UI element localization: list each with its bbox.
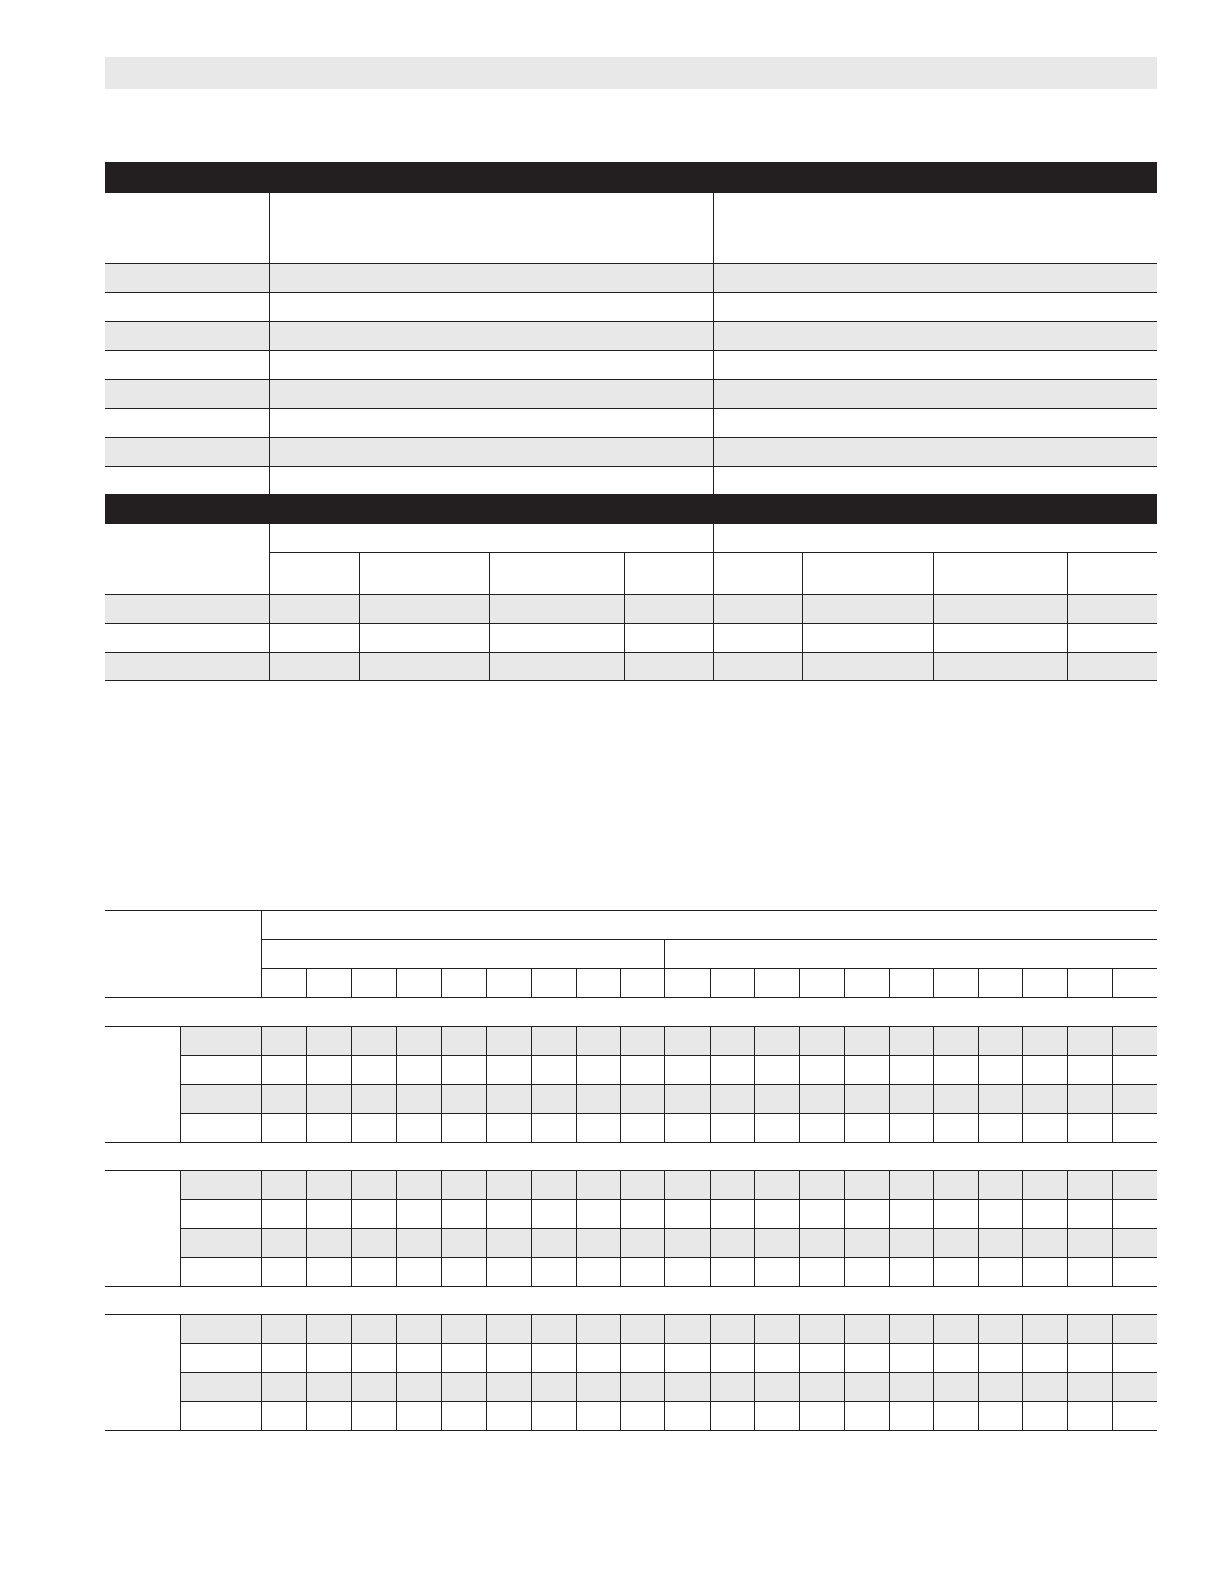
spec-row-rule [105, 263, 1157, 264]
spec-sub-inner-divider [359, 552, 360, 681]
spec-row-rule [105, 379, 1157, 380]
data-col-divider [1067, 1026, 1068, 1142]
spec-sub-inner-divider [933, 552, 934, 681]
data-header-col-divider [1112, 968, 1113, 997]
data-col-divider [889, 1026, 890, 1142]
data-col-divider [620, 1026, 621, 1142]
data-col-divider [620, 1170, 621, 1286]
data-col-divider [664, 1026, 665, 1142]
data-col-divider [754, 1314, 755, 1430]
data-header-col-divider [441, 968, 442, 997]
data-header-col-divider [933, 968, 934, 997]
data-col-divider [1022, 1314, 1023, 1430]
spec-row-rule [105, 466, 1157, 467]
data-col-divider [576, 1314, 577, 1430]
data-col-divider [710, 1026, 711, 1142]
data-col-divider [396, 1026, 397, 1142]
data-header-col-divider [844, 968, 845, 997]
data-header-col-divider [486, 968, 487, 997]
data-col-divider [1112, 1026, 1113, 1142]
spec-sub-col-divider [713, 524, 714, 681]
spec-col-divider [269, 193, 270, 494]
data-header-col-divider [306, 968, 307, 997]
spec-col-divider [713, 193, 714, 494]
data-col-divider [754, 1026, 755, 1142]
data-row-rule [180, 1401, 1157, 1402]
spec-sub-inner-divider [802, 552, 803, 681]
data-row-rule [180, 1026, 1157, 1027]
data-label-divider [180, 1026, 181, 1142]
data-row-rule [180, 1113, 1157, 1114]
data-col-divider [396, 1170, 397, 1286]
data-col-divider [1112, 1170, 1113, 1286]
spec-row-shade [105, 321, 1157, 350]
data-col-divider [441, 1026, 442, 1142]
spec-sub-inner-divider [624, 552, 625, 681]
data-col-divider [664, 1314, 665, 1430]
data-row-rule [180, 1228, 1157, 1229]
data-row-rule [180, 1372, 1157, 1373]
data-header-col-divider [799, 968, 800, 997]
data-col-divider [576, 1170, 577, 1286]
spec-table-title-bar [105, 162, 1157, 193]
data-group-bottom-rule [105, 1286, 1157, 1287]
data-header-col-divider [978, 968, 979, 997]
data-header-col-divider [620, 968, 621, 997]
data-col-divider [351, 1314, 352, 1430]
data-col-divider [889, 1314, 890, 1430]
spec-subheader-bar [105, 494, 1157, 524]
data-header-col-divider [396, 968, 397, 997]
data-col-divider [889, 1170, 890, 1286]
data-col-divider [844, 1314, 845, 1430]
data-col-divider [531, 1026, 532, 1142]
data-header-col-divider [754, 968, 755, 997]
spec-row-shade [105, 379, 1157, 408]
data-col-divider [1022, 1026, 1023, 1142]
data-col-divider [306, 1314, 307, 1430]
data-row-shade [180, 1314, 1157, 1343]
data-row-rule [180, 1343, 1157, 1344]
data-row-shade [180, 1170, 1157, 1199]
spec-row-rule [105, 350, 1157, 351]
data-col-divider [441, 1314, 442, 1430]
data-row-rule [180, 1084, 1157, 1085]
data-col-divider [261, 1026, 262, 1142]
data-row-shade [180, 1026, 1157, 1055]
data-col-divider [844, 1026, 845, 1142]
data-group-bottom-rule [105, 1430, 1157, 1431]
data-col-divider [306, 1170, 307, 1286]
spec-sub-row-rule [105, 652, 1157, 653]
spec-row-rule [105, 292, 1157, 293]
data-group-bottom-rule [105, 1142, 1157, 1143]
data-col-divider [799, 1026, 800, 1142]
data-col-divider [710, 1170, 711, 1286]
data-col-divider [754, 1170, 755, 1286]
data-col-divider [620, 1314, 621, 1430]
spec-sub-row-rule [105, 594, 1157, 595]
data-header-col-divider [576, 968, 577, 997]
data-col-divider [933, 1170, 934, 1286]
data-col-divider [531, 1314, 532, 1430]
data-col-divider [978, 1170, 979, 1286]
data-col-divider [306, 1026, 307, 1142]
data-col-divider [261, 1170, 262, 1286]
data-header-divider [261, 910, 262, 997]
spec-sub-col-divider [269, 524, 270, 681]
data-col-divider [351, 1026, 352, 1142]
data-row-rule [180, 1257, 1157, 1258]
data-header-col-divider [351, 968, 352, 997]
data-col-divider [486, 1170, 487, 1286]
data-header-col-divider [1067, 968, 1068, 997]
spec-sub-inner-divider [489, 552, 490, 681]
data-col-divider [664, 1170, 665, 1286]
data-header-col-divider [531, 968, 532, 997]
data-label-divider [180, 1170, 181, 1286]
data-label-divider [180, 1314, 181, 1430]
spec-row-rule [105, 437, 1157, 438]
data-col-divider [933, 1026, 934, 1142]
data-row-shade [180, 1228, 1157, 1257]
spec-row-shade [105, 437, 1157, 466]
data-col-divider [1112, 1314, 1113, 1430]
data-header-col-divider [664, 968, 665, 997]
data-header-col-divider [1022, 968, 1023, 997]
data-col-divider [978, 1026, 979, 1142]
spec-row-rule [105, 321, 1157, 322]
spec-row-rule [105, 408, 1157, 409]
data-row-rule [180, 1055, 1157, 1056]
data-header-bottom-rule [105, 997, 1157, 998]
data-col-divider [933, 1314, 934, 1430]
data-col-divider [441, 1170, 442, 1286]
data-row-rule [180, 1314, 1157, 1315]
spec-sub-row-shade [105, 652, 1157, 681]
spec-row-shade [105, 263, 1157, 292]
data-row-rule [180, 1170, 1157, 1171]
data-col-divider [844, 1170, 845, 1286]
data-row-shade [180, 1372, 1157, 1401]
data-col-divider [351, 1170, 352, 1286]
spec-sub-inner-divider [1067, 552, 1068, 681]
data-header-col-divider [889, 968, 890, 997]
data-col-divider [978, 1314, 979, 1430]
spec-sub-row-shade [105, 594, 1157, 623]
data-col-divider [1022, 1170, 1023, 1286]
spec-sub-row-rule [105, 623, 1157, 624]
data-col-divider [261, 1314, 262, 1430]
data-top-rule [105, 910, 1157, 911]
spec-sub-bottom-rule [105, 680, 1157, 681]
data-col-divider [799, 1170, 800, 1286]
data-header-col-divider [710, 968, 711, 997]
data-col-divider [486, 1026, 487, 1142]
data-col-divider [1067, 1314, 1068, 1430]
data-col-divider [1067, 1170, 1068, 1286]
data-row-rule [180, 1199, 1157, 1200]
data-col-divider [799, 1314, 800, 1430]
data-col-divider [486, 1314, 487, 1430]
data-col-divider [576, 1026, 577, 1142]
data-col-divider [396, 1314, 397, 1430]
header-band [105, 57, 1157, 89]
data-header-rule [261, 939, 1157, 940]
data-row-shade [180, 1084, 1157, 1113]
data-col-divider [531, 1170, 532, 1286]
data-col-divider [710, 1314, 711, 1430]
